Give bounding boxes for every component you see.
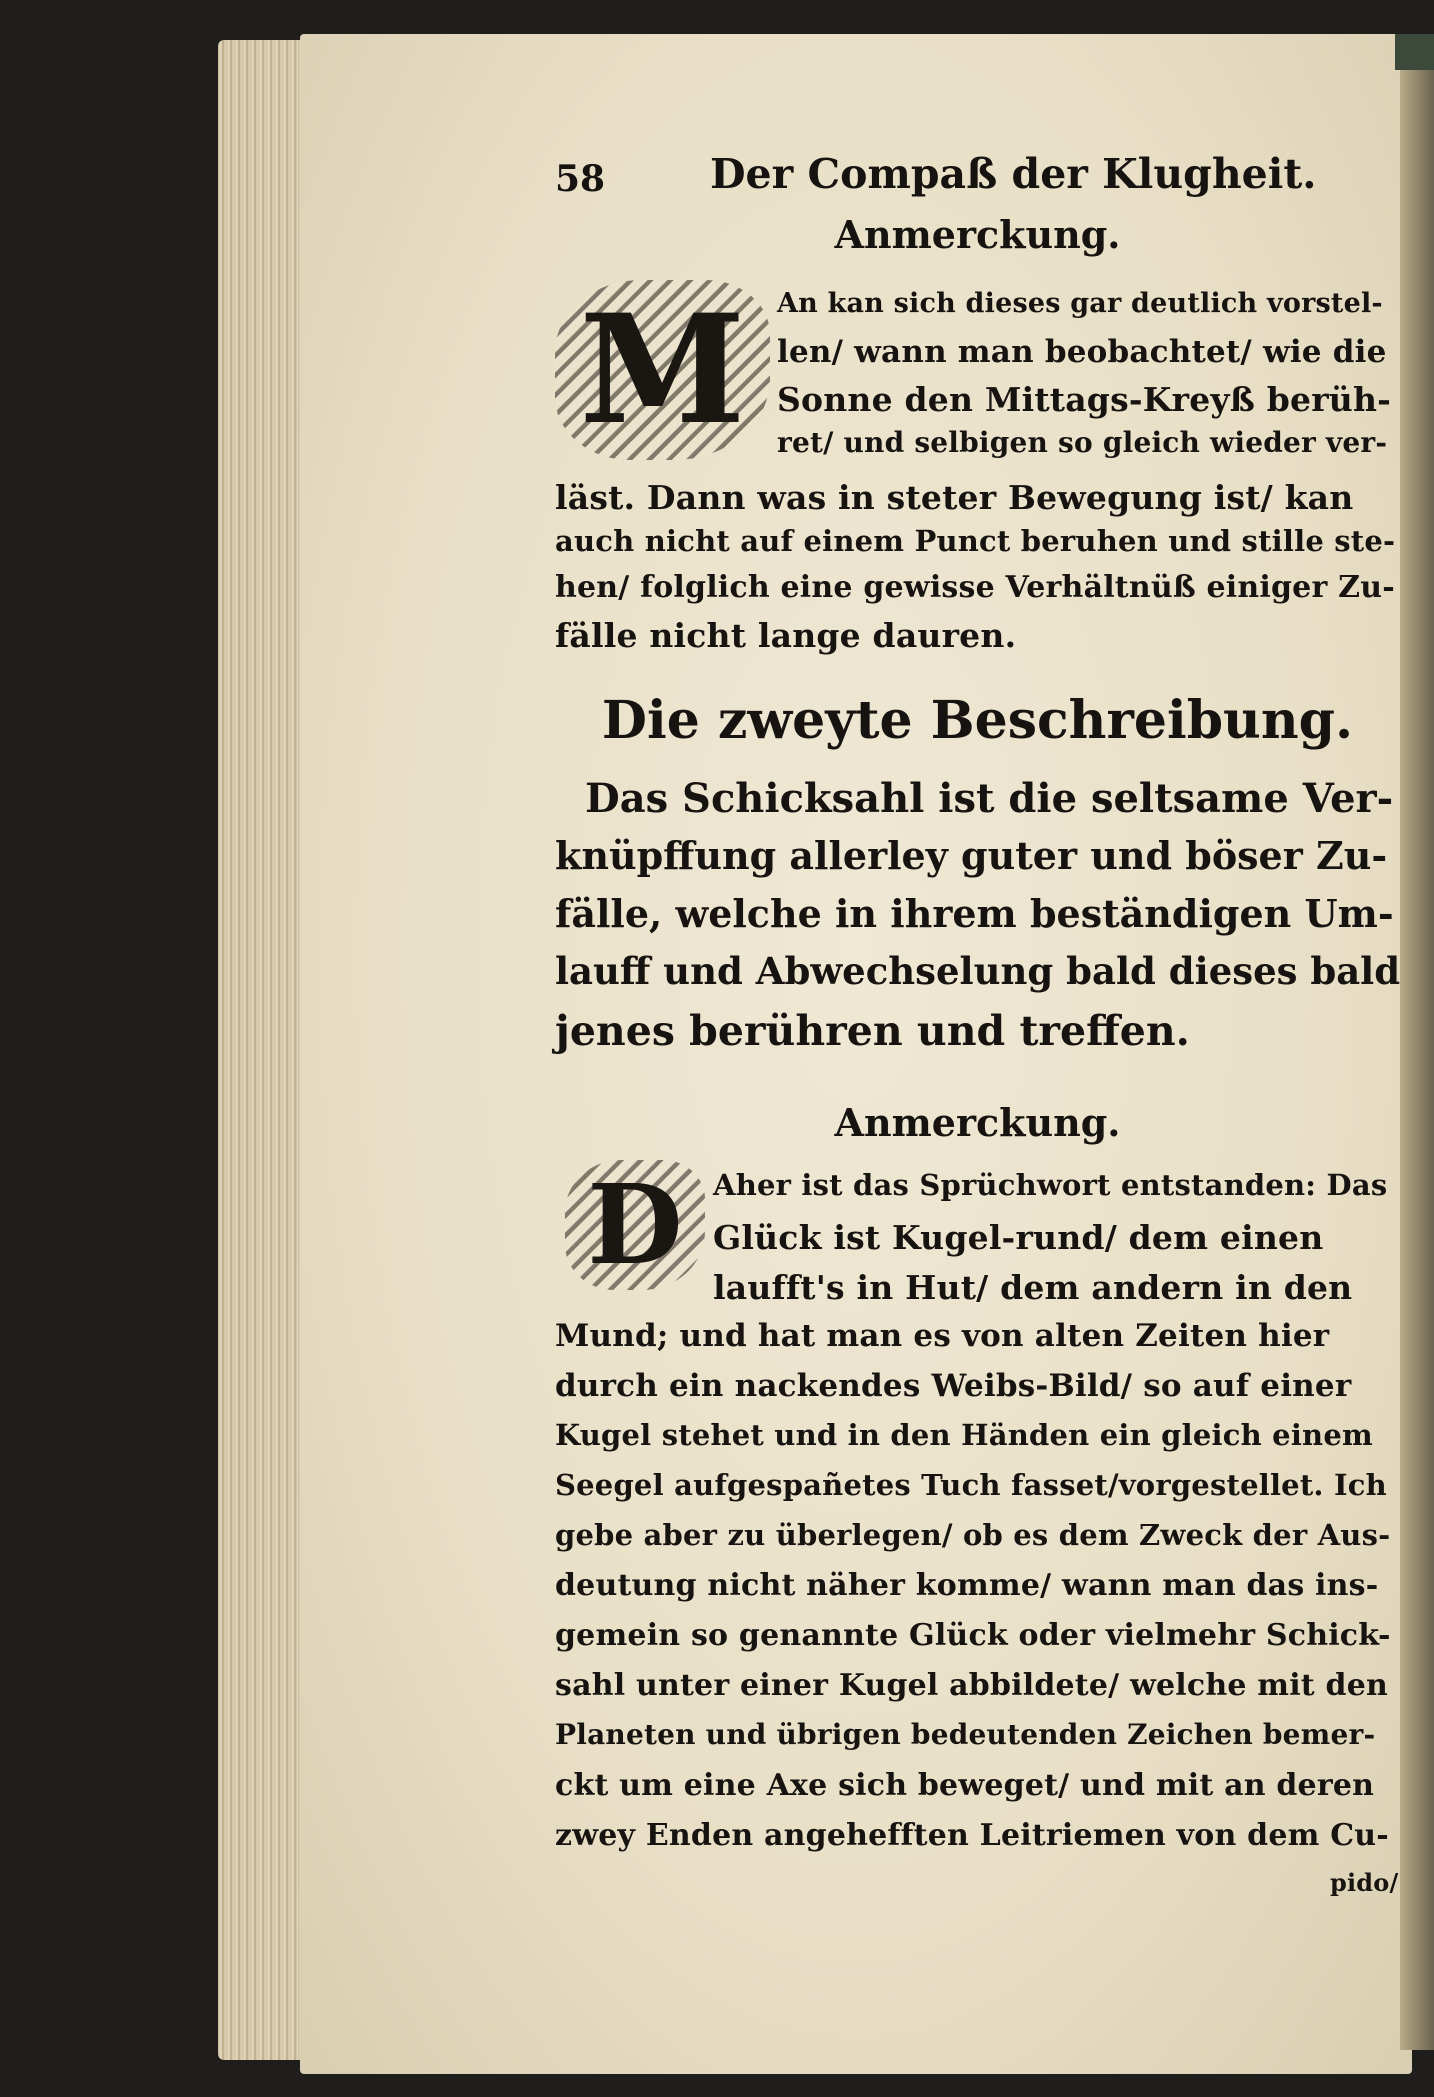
definition-line: lauff und Abwechselung bald dieses bald [555, 949, 1401, 993]
text-line: Sonne den Mittags-Kreyß berüh- [777, 380, 1392, 419]
text-line: durch ein nackendes Weibs-Bild/ so auf einer [555, 1368, 1352, 1404]
text-line: Mund; und hat man es von alten Zeiten hier [555, 1318, 1330, 1354]
definition-line: jenes berühren und treffen. [555, 1007, 1190, 1055]
section-heading: Die zweyte Beschreibung. [601, 690, 1354, 751]
text-line: hen/ folglich eine gewisse Verhältnüß einiger Zu- [555, 570, 1395, 605]
text-line: Glück ist Kugel-rund/ dem einen [713, 1218, 1324, 1257]
book-gutter [1400, 60, 1434, 2050]
definition-line: Das Schicksahl ist die seltsame Ver- [585, 775, 1394, 822]
text-line: ckt um eine Axe sich beweget/ und mit an deren [555, 1768, 1375, 1803]
text-line: An kan sich dieses gar deutlich vorstel- [777, 288, 1383, 319]
page-header [555, 150, 1400, 206]
drop-cap-m: M [555, 280, 770, 460]
text-line: ret/ und selbigen so gleich wieder ver- [777, 426, 1388, 459]
text-line: gemein so genannte Glück oder vielmehr Schick- [555, 1618, 1391, 1653]
text-line: fälle nicht lange dauren. [555, 616, 1017, 655]
text-line: Kugel stehet und in den Händen ein gleich einem [555, 1418, 1373, 1452]
text-line: Planeten und übrigen bedeutenden Zeichen bemer- [555, 1718, 1376, 1751]
text-line: Seegel aufgespañetes Tuch fasset/vorgestellet. Ich [555, 1468, 1387, 1502]
text-line: gebe aber zu überlegen/ ob es dem Zweck der Aus- [555, 1518, 1391, 1552]
subheading-1: Anmerckung. [834, 212, 1121, 257]
binding-tab [1395, 34, 1434, 70]
text-line: zwey Enden angehefften Leitriemen von dem Cu- [555, 1818, 1389, 1853]
text-line: laufft's in Hut/ dem andern in den [713, 1268, 1353, 1307]
page-number: 58 [555, 158, 606, 200]
definition-line: fälle, welche in ihrem beständigen Um- [555, 891, 1394, 936]
catchword: pido/ [1330, 1868, 1399, 1897]
text-line: deutung nicht näher komme/ wann man das ins- [555, 1568, 1379, 1603]
definition-line: knüpffung allerley guter und böser Zu- [555, 833, 1388, 878]
text-line: auch nicht auf einem Punct beruhen und stille ste- [555, 524, 1396, 558]
text-line: Aher ist das Sprüchwort entstanden: Das [713, 1168, 1388, 1202]
subheading-2: Anmerckung. [834, 1100, 1121, 1145]
running-title: Der Compaß der Klugheit. [710, 150, 1317, 198]
text-line: sahl unter einer Kugel abbildete/ welche mit den [555, 1668, 1388, 1703]
drop-cap-d: D [565, 1160, 705, 1290]
text-line: läst. Dann was in steter Bewegung ist/ kan [555, 478, 1354, 517]
text-line: len/ wann man beobachtet/ wie die [777, 334, 1387, 370]
